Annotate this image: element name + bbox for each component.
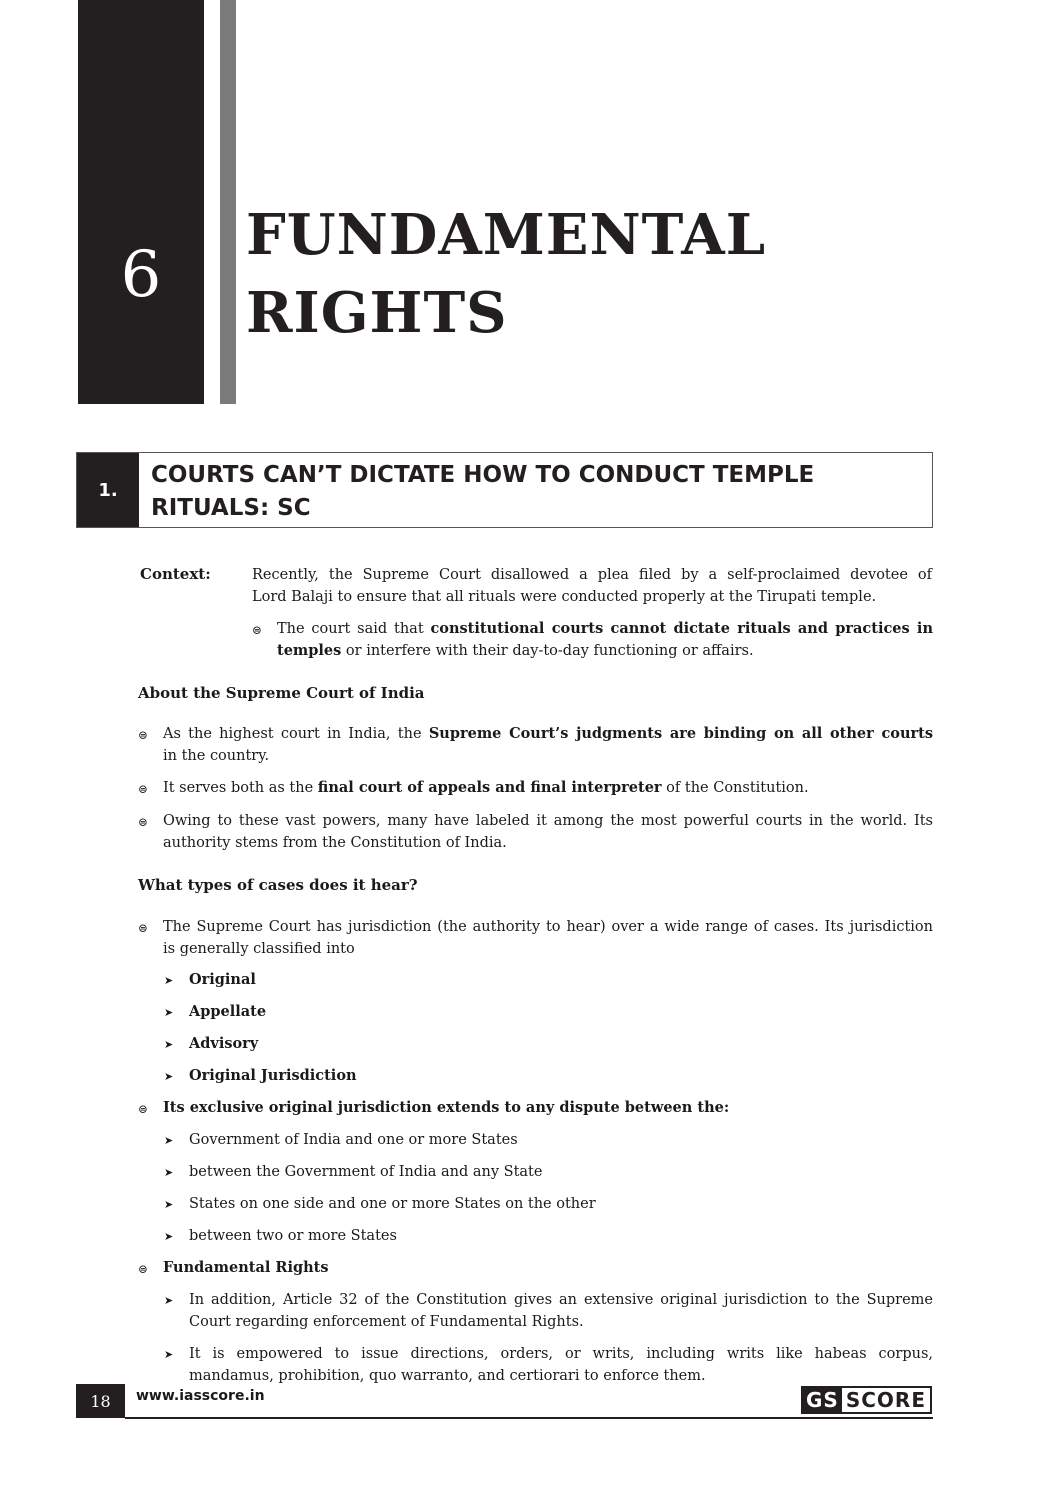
bullet-icon: ⊜ xyxy=(138,782,149,796)
bullet-icon: ⊜ xyxy=(138,1262,149,1276)
about-b2-post: of the Constitution. xyxy=(661,780,809,796)
about-b2-bold: final court of appeals and final interpreter xyxy=(317,779,662,796)
cases-bullet-1 xyxy=(163,916,933,960)
about-bullet-2 xyxy=(163,777,933,799)
arrow-icon: ➤ xyxy=(164,1198,174,1211)
logo-gs: GS xyxy=(803,1388,842,1412)
arrow-icon: ➤ xyxy=(164,1166,174,1179)
cases-b1-line2: is generally classified into xyxy=(163,941,355,957)
about-bullet-1 xyxy=(163,723,933,767)
chapter-number: 6 xyxy=(120,238,162,312)
fr1-line1: In addition, Article 32 of the Constitution gives an extensive original jurisdiction to the Supreme xyxy=(189,1292,933,1308)
type-original-jurisdiction-label: Original Jurisdiction xyxy=(189,1067,357,1084)
bullet-icon: ⊜ xyxy=(138,921,149,935)
context-bullet-line1 xyxy=(277,618,933,640)
context-line2: Lord Balaji to ensure that all rituals were conducted properly at the Tirupati temple. xyxy=(252,589,877,605)
gs-score-logo xyxy=(801,1386,932,1414)
section-header xyxy=(76,452,933,528)
section-title xyxy=(151,459,921,525)
arrow-icon: ➤ xyxy=(164,1230,174,1243)
about-b1-line2: in the country. xyxy=(163,748,270,764)
bullet-icon: ⊜ xyxy=(138,728,149,742)
footer-rule xyxy=(125,1417,933,1419)
arrow-icon: ➤ xyxy=(164,1294,174,1307)
type-original-label: Original xyxy=(189,971,256,988)
cases-bullet-2 xyxy=(163,1097,729,1119)
context-bullet-line2 xyxy=(277,640,933,662)
bullet-icon: ⊜ xyxy=(252,623,263,637)
context-bullet-bold2: temples xyxy=(277,642,342,659)
type-original-jurisdiction xyxy=(189,1065,357,1087)
type-advisory xyxy=(189,1033,258,1055)
chapter-title xyxy=(246,196,766,352)
page-number: 18 xyxy=(76,1384,125,1418)
arrow-icon: ➤ xyxy=(164,1348,174,1361)
context-bullet-post: or interfere with their day-to-day functioning or affairs. xyxy=(341,643,754,659)
context-bullet-bold1: constitutional courts cannot dictate rituals and practices in xyxy=(430,620,933,637)
about-b2-pre: It serves both as the xyxy=(163,780,318,796)
fr-item-2 xyxy=(189,1343,933,1387)
cases-heading: What types of cases does it hear? xyxy=(138,876,418,894)
type-original xyxy=(189,969,256,991)
fr-item-1 xyxy=(189,1289,933,1333)
dispute-1: Government of India and one or more States xyxy=(189,1132,518,1148)
fr2-line1: It is empowered to issue directions, orders, or writs, including writs like habeas corpus, xyxy=(189,1346,933,1362)
chapter-number-block xyxy=(78,0,204,404)
dispute-3: States on one side and one or more States on the other xyxy=(189,1196,596,1212)
bullet-icon: ⊜ xyxy=(138,815,149,829)
cases-bullet-3 xyxy=(163,1257,329,1279)
context-line1: Recently, the Supreme Court disallowed a plea filed by a self-proclaimed devotee of xyxy=(252,567,932,583)
dispute-2: between the Government of India and any State xyxy=(189,1164,543,1180)
context-label: Context: xyxy=(140,565,211,583)
context-text xyxy=(252,564,932,608)
section-title-line2: RITUALS: SC xyxy=(151,495,311,521)
about-bullet-3 xyxy=(163,810,933,854)
logo-score: SCORE xyxy=(845,1388,926,1412)
fr2-line2: mandamus, prohibition, quo warranto, and certiorari to enforce them. xyxy=(189,1368,706,1384)
chapter-title-line1: FUNDAMENTAL xyxy=(246,202,767,268)
section-number: 1. xyxy=(77,453,139,527)
arrow-icon: ➤ xyxy=(164,1006,174,1019)
dispute-4: between two or more States xyxy=(189,1228,397,1244)
cases-b1-line1: The Supreme Court has jurisdiction (the authority to hear) over a wide range of cases. Its jurisdiction xyxy=(163,919,933,935)
section-title-line1: COURTS CAN’T DICTATE HOW TO CONDUCT TEMPLE xyxy=(151,462,815,488)
about-b3-line1: Owing to these vast powers, many have labeled it among the most powerful courts in the world. Its xyxy=(163,813,933,829)
fr1-line2: Court regarding enforcement of Fundamental Rights. xyxy=(189,1314,584,1330)
arrow-icon: ➤ xyxy=(164,1070,174,1083)
about-b1-bold: Supreme Court’s judgments are binding on all other courts xyxy=(428,725,934,742)
type-advisory-label: Advisory xyxy=(189,1035,259,1052)
about-b3-line2: authority stems from the Constitution of India. xyxy=(163,835,507,851)
chapter-accent-bar xyxy=(220,0,236,404)
about-heading: About the Supreme Court of India xyxy=(138,684,425,702)
context-bullet-pre: The court said that xyxy=(277,621,431,637)
type-appellate-label: Appellate xyxy=(189,1003,267,1020)
cases-b3-bold: Fundamental Rights xyxy=(163,1259,329,1276)
bullet-icon: ⊜ xyxy=(138,1102,149,1116)
about-b1-line1 xyxy=(163,723,933,745)
about-b1-pre: As the highest court in India, the xyxy=(163,726,429,742)
context-bullet xyxy=(277,618,933,662)
arrow-icon: ➤ xyxy=(164,974,174,987)
footer-url: www.iasscore.in xyxy=(136,1388,265,1404)
arrow-icon: ➤ xyxy=(164,1134,174,1147)
type-appellate xyxy=(189,1001,266,1023)
chapter-title-line2: RIGHTS xyxy=(246,280,508,346)
arrow-icon: ➤ xyxy=(164,1038,174,1051)
cases-b2-bold: Its exclusive original jurisdiction extends to any dispute between the: xyxy=(163,1099,730,1116)
